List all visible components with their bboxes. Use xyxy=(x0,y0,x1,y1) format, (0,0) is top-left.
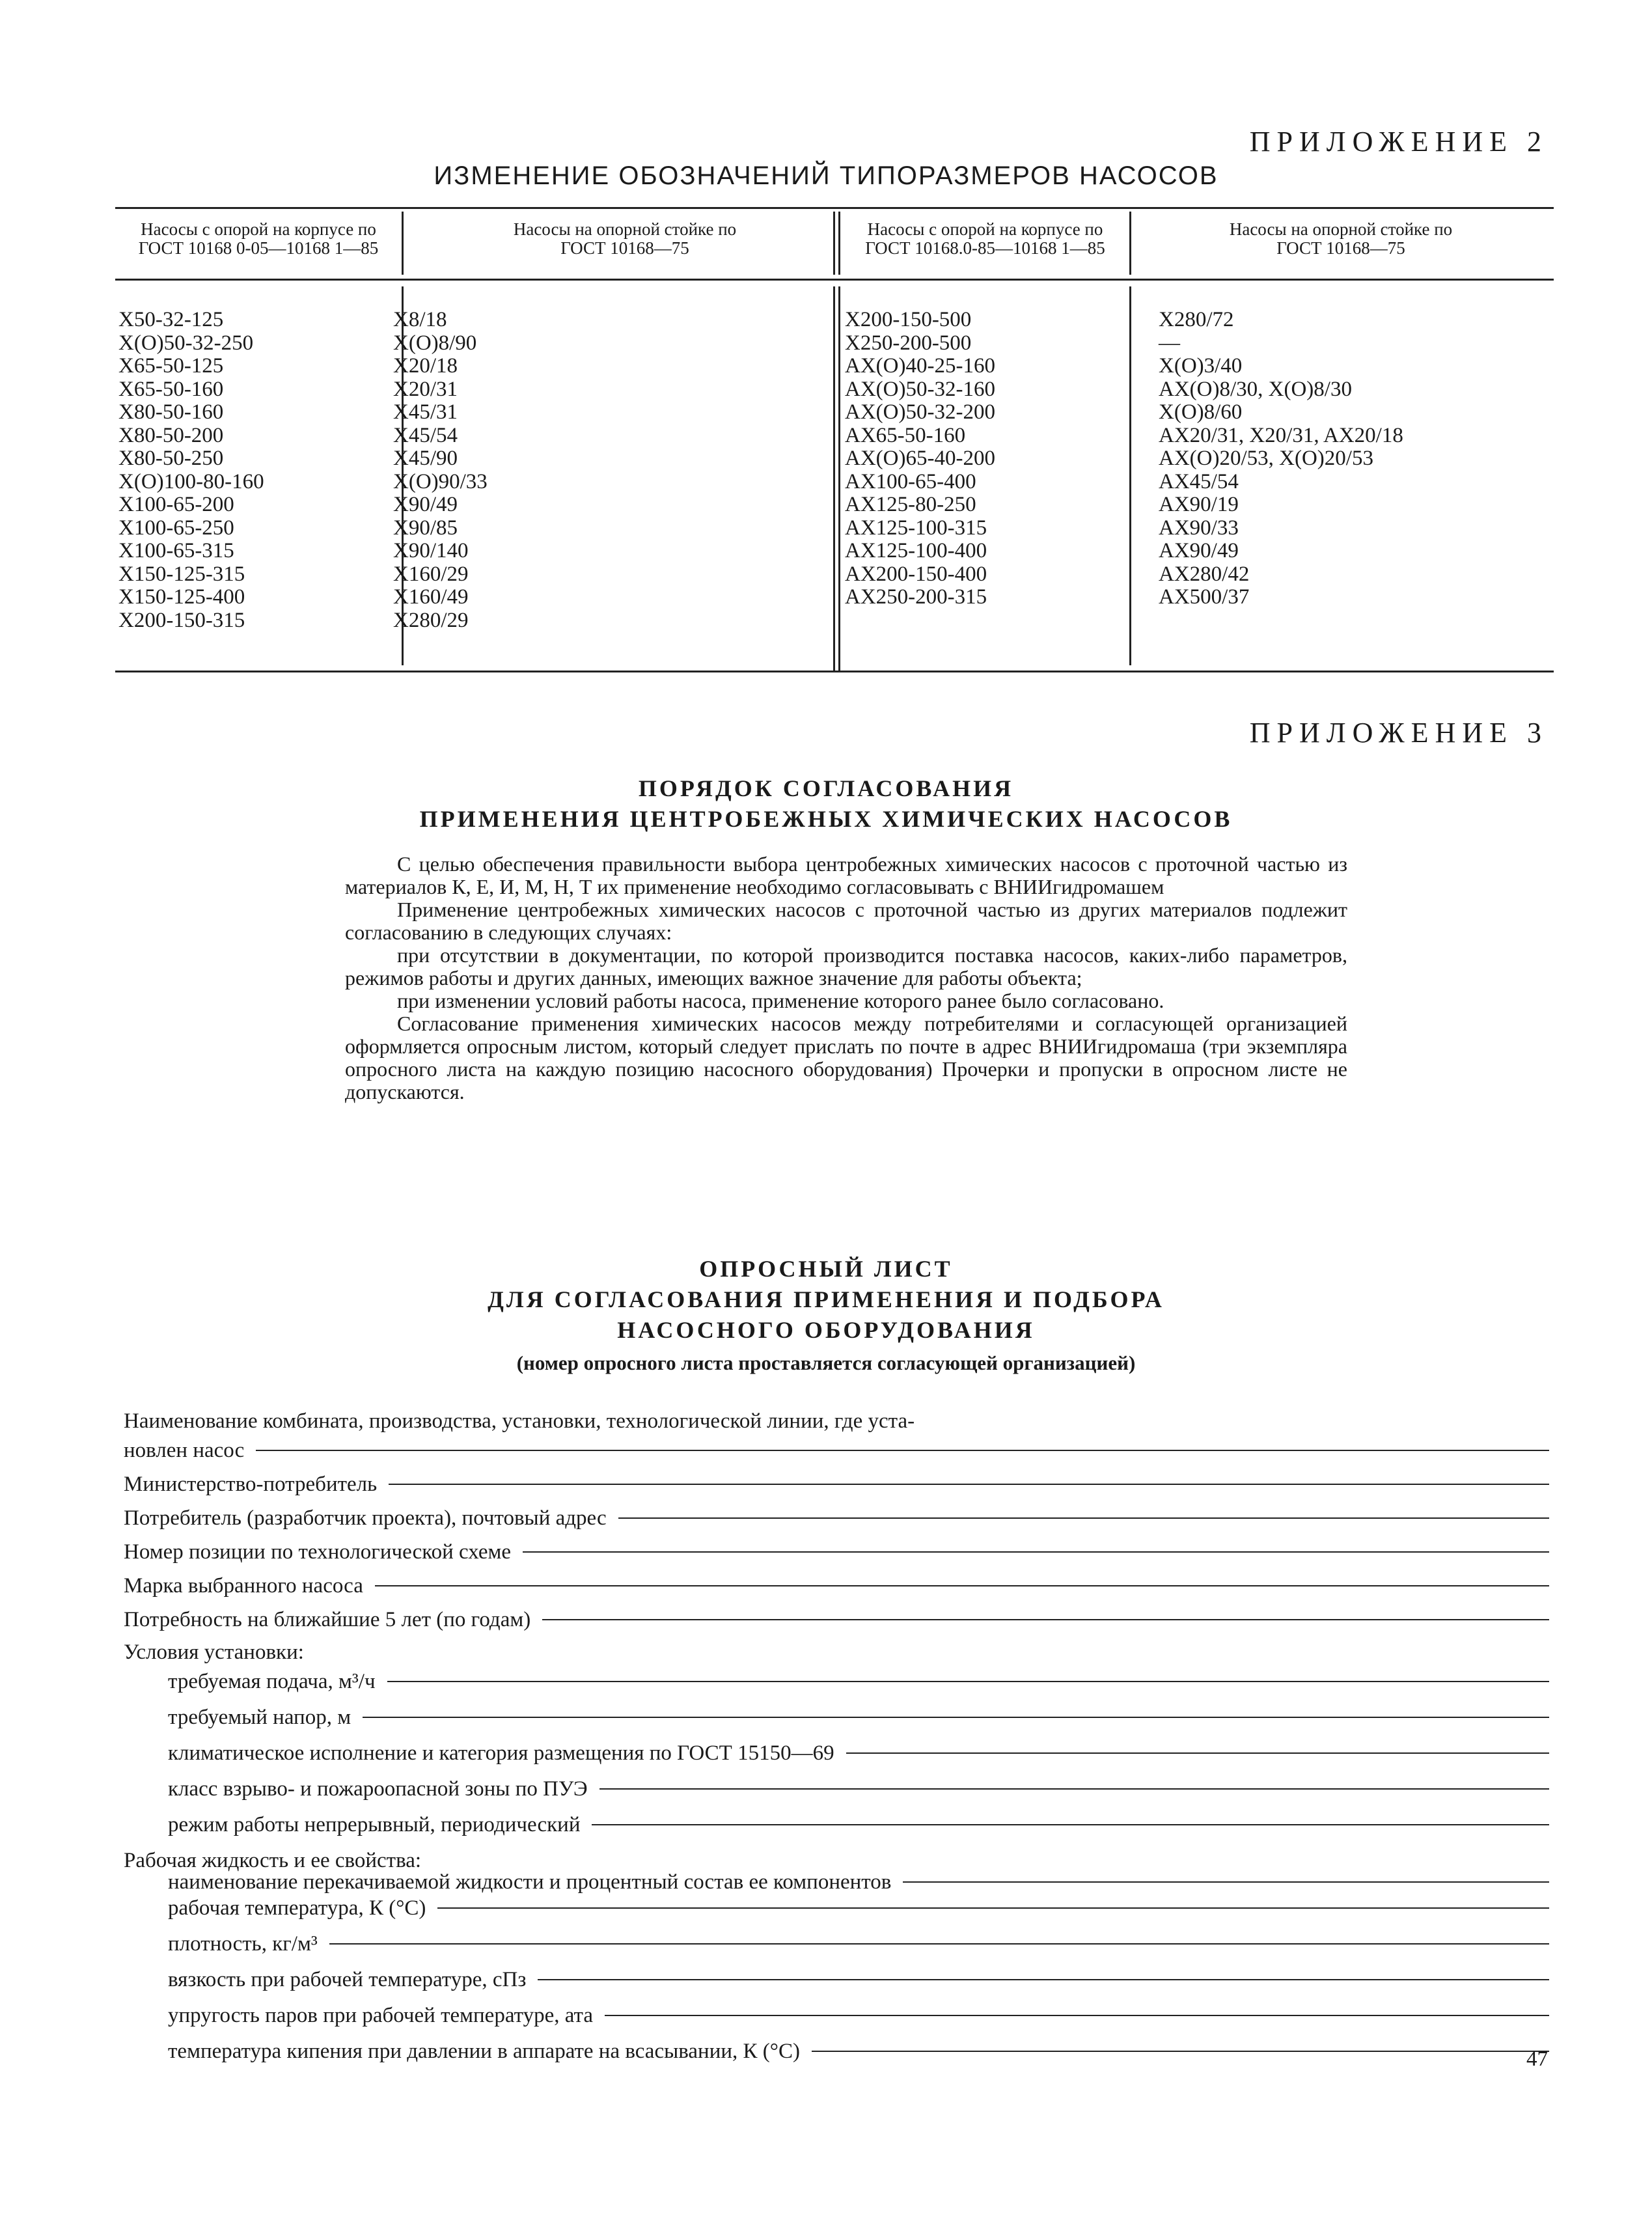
table-cell: X80-50-200 xyxy=(118,423,224,447)
field-label: Номер позиции по технологической схеме xyxy=(124,1540,512,1564)
table-cell: X90/85 xyxy=(393,516,458,540)
table-cell: X(O)8/60 xyxy=(1159,400,1243,424)
answer-line[interactable] xyxy=(437,1907,1549,1909)
field-viscosity[interactable] xyxy=(168,1968,1549,2001)
column-cells xyxy=(845,309,995,609)
table-cell: X45/54 xyxy=(393,423,458,447)
table-cell: X200-150-315 xyxy=(118,608,245,632)
table-cell: X(O)100-80-160 xyxy=(118,469,264,493)
answer-line[interactable] xyxy=(599,1788,1549,1790)
field-label: режим работы непрерывный, периодический xyxy=(168,1813,581,1836)
table-cell: AX90/33 xyxy=(1159,516,1239,540)
table-cell: AX125-100-400 xyxy=(845,539,987,562)
answer-line[interactable] xyxy=(812,2051,1549,2052)
paragraph: Согласование применения химических насосов между потребителями и согласующей организацией оформляется опросным листом, который следует прислать по почте в адрес ВНИИгидромаша (три экземпляра опросного листа на каждую позицию насосного оборудования) Прочерки и пропуски в опросном листе не допускаются. xyxy=(345,1012,1347,1103)
table-cell: X150-125-315 xyxy=(118,562,245,586)
table-cell: — xyxy=(1159,331,1180,355)
paragraph: при изменении условий работы насоса, применение которого ранее было согласовано. xyxy=(397,989,1164,1012)
table-cell: AX280/42 xyxy=(1159,562,1250,586)
table-cell: AX(O)50-32-160 xyxy=(845,377,995,401)
column-header: Насосы на опорной стойке по ГОСТ 10168—75 xyxy=(1229,219,1453,258)
section-heading: ПОРЯДОК СОГЛАСОВАНИЯ xyxy=(638,775,1014,801)
field-consumer[interactable] xyxy=(124,1506,1549,1539)
intro-line: Наименование комбината, производства, установки, технологической линии, где уста- xyxy=(124,1409,915,1433)
column-cells xyxy=(1159,309,1403,609)
field-label: Потребитель (разработчик проекта), почтовый адрес xyxy=(124,1506,607,1530)
column-divider xyxy=(833,286,835,671)
answer-line[interactable] xyxy=(375,1585,1549,1586)
field-label: упругость паров при рабочей температуре, ата xyxy=(168,2004,594,2027)
table-cell: X100-65-250 xyxy=(118,516,234,540)
appendix-3-label: ПРИЛОЖЕНИЕ 3 xyxy=(1249,717,1548,749)
table-cell: AX(O)20/53, X(O)20/53 xyxy=(1159,447,1373,470)
table-cell: AX65-50-160 xyxy=(845,423,966,447)
table-cell: X50-32-125 xyxy=(118,308,224,331)
header-divider xyxy=(838,212,840,275)
table-cell: X45/90 xyxy=(393,447,458,470)
field-label: новлен насос xyxy=(124,1439,245,1462)
field-zone[interactable] xyxy=(168,1777,1549,1810)
table-cell: X160/29 xyxy=(393,562,469,586)
table-cell: AX500/37 xyxy=(1159,585,1250,609)
paragraph: С целью обеспечения правильности выбора центробежных химических насосов с проточной частью из материалов К, Е, И, М, Н, Т их применение необходимо согласовывать с ВНИИгидромашем xyxy=(345,852,1347,898)
paragraph: при отсутствии в документации, по которой производится поставка насосов, каких-либо параметров, режимов работы и других данных, имеющих важное значение для работы объекта; xyxy=(345,943,1347,990)
field-label: Министерство-потребитель xyxy=(124,1473,378,1496)
field-label: плотность, кг/м³ xyxy=(168,1932,318,1956)
field-label: Потребность на ближайшие 5 лет (по годам) xyxy=(124,1608,531,1631)
table-cell: AX(O)8/30, X(O)8/30 xyxy=(1159,377,1352,401)
table-cell: X90/140 xyxy=(393,539,469,562)
table-cell: X280/72 xyxy=(1159,308,1234,331)
answer-line[interactable] xyxy=(846,1752,1549,1754)
table-cell: X250-200-500 xyxy=(845,331,972,355)
field-label: наименование перекачиваемой жидкости и процентный состав ее компонентов xyxy=(168,1870,892,1894)
paragraph: Применение центробежных химических насосов с проточной частью из других материалов подлежит согласованию в следующих случаях: xyxy=(345,898,1347,944)
field-density[interactable] xyxy=(168,1932,1549,1965)
table-bottom-rule xyxy=(115,671,1554,672)
field-label: требуемый напор, м xyxy=(168,1706,351,1729)
answer-line[interactable] xyxy=(329,1943,1549,1945)
table-header-rule xyxy=(115,279,1554,281)
answer-line[interactable] xyxy=(363,1717,1549,1718)
field-label: рабочая температура, К (°С) xyxy=(168,1896,426,1920)
table-cell: X(O)90/33 xyxy=(393,469,488,493)
answer-line[interactable] xyxy=(542,1619,1549,1620)
questionnaire-title: ОПРОСНЫЙ ЛИСТ xyxy=(699,1256,953,1282)
answer-line[interactable] xyxy=(523,1551,1549,1553)
answer-line[interactable] xyxy=(387,1681,1549,1682)
answer-line[interactable] xyxy=(605,2015,1549,2016)
table-cell: X150-125-400 xyxy=(118,585,245,609)
field-ministry[interactable] xyxy=(124,1473,1549,1505)
column-cells xyxy=(393,309,488,632)
table-cell: X(O)50-32-250 xyxy=(118,331,254,355)
table-cell: X20/18 xyxy=(393,354,458,378)
table-cell: X80-50-250 xyxy=(118,447,224,470)
table-cell: AX90/49 xyxy=(1159,539,1239,562)
field-installed[interactable] xyxy=(124,1439,1549,1471)
field-boiling[interactable] xyxy=(168,2040,1549,2072)
field-position[interactable] xyxy=(124,1540,1549,1573)
install-heading: Условия установки: xyxy=(124,1641,304,1664)
table-cell: AX90/19 xyxy=(1159,493,1239,516)
field-temperature[interactable] xyxy=(168,1896,1549,1929)
table-cell: AX125-100-315 xyxy=(845,516,987,540)
column-header: Насосы с опорой на корпусе по ГОСТ 10168.0-85—10168 1—85 xyxy=(865,219,1105,258)
field-climate[interactable] xyxy=(168,1741,1549,1774)
table-cell: X(O)3/40 xyxy=(1159,354,1243,378)
table-cell: AX100-65-400 xyxy=(845,469,976,493)
table-cell: X45/31 xyxy=(393,400,458,424)
appendix-2-label: ПРИЛОЖЕНИЕ 2 xyxy=(1249,126,1548,158)
field-label: класс взрыво- и пожароопасной зоны по ПУЭ xyxy=(168,1777,588,1801)
table-cell: X200-150-500 xyxy=(845,308,972,331)
table-cell: X(O)8/90 xyxy=(393,331,477,355)
table-cell: AX45/54 xyxy=(1159,469,1239,493)
field-mode[interactable] xyxy=(168,1813,1549,1846)
table-cell: AX250-200-315 xyxy=(845,585,987,609)
table-cell: X100-65-200 xyxy=(118,493,234,516)
field-need[interactable] xyxy=(124,1608,1549,1641)
column-divider xyxy=(1129,286,1131,665)
liquid-heading: Рабочая жидкость и ее свойства: xyxy=(124,1849,422,1872)
column-header: Насосы на опорной стойке по ГОСТ 10168—75 xyxy=(513,219,737,258)
table-cell: X20/31 xyxy=(393,377,458,401)
field-label: климатическое исполнение и категория размещения по ГОСТ 15150—69 xyxy=(168,1741,834,1765)
answer-line[interactable] xyxy=(389,1484,1549,1485)
section-heading: ПРИМЕНЕНИЯ ЦЕНТРОБЕЖНЫХ ХИМИЧЕСКИХ НАСОСОВ xyxy=(419,806,1233,832)
field-head[interactable] xyxy=(168,1706,1549,1738)
table-cell: AX20/31, X20/31, AX20/18 xyxy=(1159,423,1403,447)
table-cell: AX(O)40-25-160 xyxy=(845,354,995,378)
answer-line[interactable] xyxy=(538,1979,1549,1980)
field-label: температура кипения при давлении в аппарате на всасывании, К (°С) xyxy=(168,2040,800,2063)
field-brand[interactable] xyxy=(124,1574,1549,1607)
questionnaire-note: (номер опросного листа проставляется согласующей организацией) xyxy=(516,1351,1136,1374)
answer-line[interactable] xyxy=(592,1824,1549,1825)
answer-line[interactable] xyxy=(903,1881,1549,1883)
table-cell: AX200-150-400 xyxy=(845,562,987,586)
table-title: ИЗМЕНЕНИЕ ОБОЗНАЧЕНИЙ ТИПОРАЗМЕРОВ НАСОСОВ xyxy=(434,161,1218,190)
answer-line[interactable] xyxy=(256,1450,1549,1451)
table-cell: X280/29 xyxy=(393,608,469,632)
table-top-rule xyxy=(115,207,1554,209)
table-cell: X8/18 xyxy=(393,308,447,331)
field-vapor[interactable] xyxy=(168,2004,1549,2036)
field-label: вязкость при рабочей температуре, сПз xyxy=(168,1968,527,1991)
field-label: Марка выбранного насоса xyxy=(124,1574,363,1598)
table-cell: X100-65-315 xyxy=(118,539,234,562)
column-divider xyxy=(838,286,840,671)
table-cell: X90/49 xyxy=(393,493,458,516)
table-cell: X160/49 xyxy=(393,585,469,609)
field-label: требуемая подача, м³/ч xyxy=(168,1670,376,1693)
field-flow[interactable] xyxy=(168,1670,1549,1702)
column-header: Насосы с опорой на корпусе по ГОСТ 10168 0-05—10168 1—85 xyxy=(138,219,379,258)
table-cell: X80-50-160 xyxy=(118,400,224,424)
procedure-text xyxy=(345,853,1347,1103)
column-cells xyxy=(118,309,264,632)
questionnaire-title: НАСОСНОГО ОБОРУДОВАНИЯ xyxy=(617,1317,1035,1343)
header-divider xyxy=(402,212,404,275)
header-divider xyxy=(833,212,835,275)
table-cell: X65-50-125 xyxy=(118,354,224,378)
table-cell: X65-50-160 xyxy=(118,377,224,401)
questionnaire-title: ДЛЯ СОГЛАСОВАНИЯ ПРИМЕНЕНИЯ И ПОДБОРА xyxy=(488,1286,1164,1312)
page-number: 47 xyxy=(1526,2047,1548,2071)
answer-line[interactable] xyxy=(618,1517,1549,1519)
table-cell: AX(O)65-40-200 xyxy=(845,447,995,470)
table-cell: AX125-80-250 xyxy=(845,493,976,516)
table-cell: AX(O)50-32-200 xyxy=(845,400,995,424)
header-divider xyxy=(1129,212,1131,275)
